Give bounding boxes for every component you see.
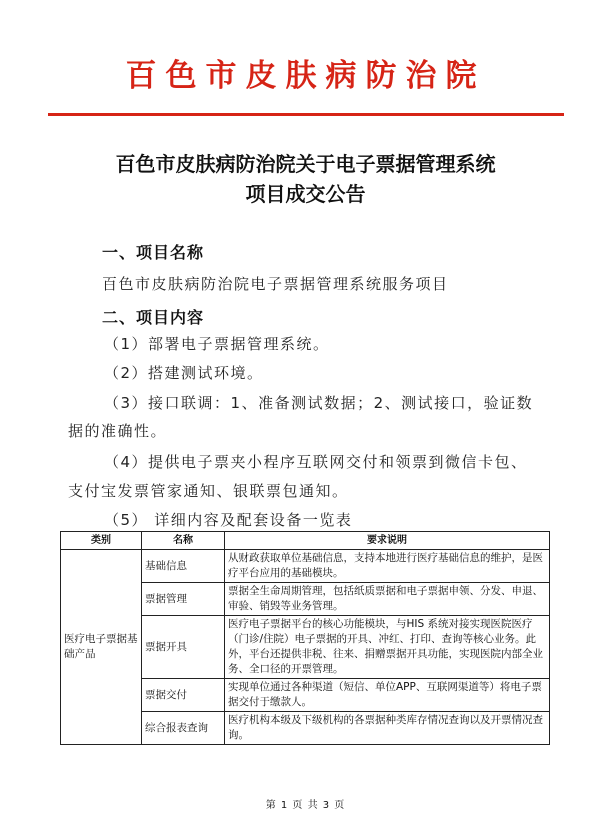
section1-heading: 一、项目名称	[102, 243, 205, 262]
content-item-4: （4）提供电子票夹小程序互联网交付和领票到微信卡包、	[104, 453, 528, 471]
item-desc-cell: 医疗电子票据平台的核心功能模块，与HIS 系统对接实现医院医疗（门诊/住院）电子票据的开具、冲红、打印、查询等核心业务。此外，平台还提供非税、往来、捐赠票据开具功能，实现医院内部全业务、全口径的开票管理。	[225, 616, 550, 679]
content-item-2: （2）搭建测试环境。	[104, 364, 264, 382]
header-category: 类别	[61, 532, 142, 550]
content-item-3: （3）接口联调：1、准备测试数据；2、测试接口，验证数	[104, 394, 534, 412]
item-desc-cell: 实现单位通过各种渠道（短信、单位APP、互联网渠道等）将电子票据交付于缴款人。	[225, 679, 550, 712]
section2-heading: 二、项目内容	[102, 308, 205, 327]
document-title-line2: 项目成交公告	[245, 182, 366, 206]
item-name-cell: 票据开具	[142, 616, 225, 679]
item-name-cell: 票据交付	[142, 679, 225, 712]
header-name: 名称	[142, 532, 225, 550]
letterhead-rule	[48, 113, 564, 116]
item-desc-cell: 从财政获取单位基础信息，支持本地进行医疗基础信息的维护，是医疗平台应用的基础模块。	[225, 550, 550, 583]
content-item-3-cont: 据的准确性。	[68, 422, 168, 440]
content-item-4-cont: 支付宝发票管家通知、银联票包通知。	[68, 482, 349, 500]
table-header-row	[61, 532, 550, 550]
spec-table	[60, 531, 550, 745]
page-number: 第 1 页 共 3 页	[265, 800, 346, 811]
header-requirement: 要求说明	[225, 532, 550, 550]
org-letterhead: 百色市皮肤病防治院	[125, 58, 486, 94]
section1-body: 百色市皮肤病防治院电子票据管理系统服务项目	[102, 275, 449, 293]
content-item-5: （5） 详细内容及配套设备一览表	[104, 511, 353, 529]
category-cell: 医疗电子票据基础产品	[61, 550, 142, 745]
document-title-line1: 百色市皮肤病防治院关于电子票据管理系统	[115, 152, 496, 176]
item-name-cell: 综合报表查询	[142, 712, 225, 745]
content-item-1: （1）部署电子票据管理系统。	[104, 335, 330, 353]
item-desc-cell: 票据全生命周期管理，包括纸质票据和电子票据申领、分发、申退、审验、销毁等业务管理。	[225, 583, 550, 616]
item-desc-cell: 医疗机构本级及下级机构的各票据种类库存情况查询以及开票情况查询。	[225, 712, 550, 745]
table-row	[61, 550, 550, 583]
item-name-cell: 基础信息	[142, 550, 225, 583]
item-name-cell: 票据管理	[142, 583, 225, 616]
